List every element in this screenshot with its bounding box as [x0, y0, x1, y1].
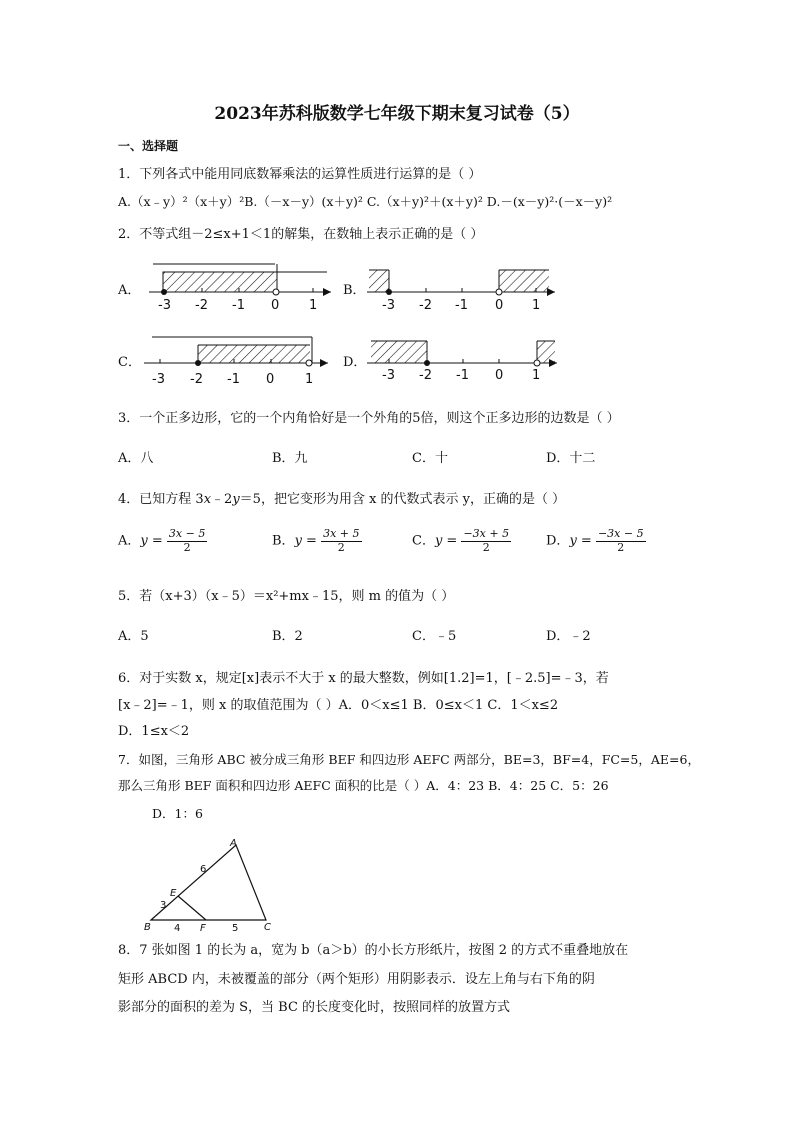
- question-5-stem: 5．若（x+3）（x﹣5）＝x²+mx﹣15，则 m 的值为（ ）: [118, 589, 455, 604]
- question-3-option-d: D．十二: [546, 451, 596, 466]
- tick-label: 1: [309, 298, 318, 313]
- question-5-option-d: D．﹣2: [546, 629, 591, 644]
- tick-label: 0: [495, 298, 504, 313]
- triangle-figure: [140, 836, 275, 936]
- question-2-stem: 2．不等式组－2≤x+1＜1的解集，在数轴上表示正确的是（ ）: [118, 227, 484, 242]
- vertex-e-label: E: [170, 888, 177, 899]
- tick-label: -1: [456, 368, 469, 383]
- number-line-d: [365, 333, 560, 389]
- question-1-options: A.（x﹣y）²（x＋y）²B.（－x－y）(x＋y)² C.（x＋y)²＋(x＋y)² D.－(x－y)²·(－x－y)²: [118, 194, 613, 209]
- question-5-option-c: C．﹣5: [412, 629, 457, 644]
- question-3-option-a: A．八: [118, 451, 154, 466]
- triangle-abc: [151, 845, 266, 920]
- vertex-c-label: C: [264, 922, 271, 933]
- tick-label: 1: [532, 298, 541, 313]
- question-8-line-1: 8．7 张如图 1 的长为 a，宽为 b（a＞b）的小长方形纸片，按图 2 的方式不重叠地放在: [118, 943, 629, 958]
- option-b-label: B．: [343, 283, 366, 298]
- question-5-option-a: A．5: [118, 629, 149, 644]
- page-title: 2023年苏科版数学七年级下期末复习试卷（5）: [214, 104, 580, 124]
- question-8-line-2: 矩形 ABCD 内，未被覆盖的部分（两个矩形）用阴影表示．设左上角与右下角的阴: [118, 972, 595, 987]
- tick-label: 0: [495, 368, 504, 383]
- tick-label: -1: [455, 298, 468, 313]
- section-heading: 一、选择题: [118, 139, 179, 153]
- tick-label: 1: [305, 372, 314, 387]
- tick-label: -3: [152, 372, 165, 387]
- tick-label: -2: [190, 372, 203, 387]
- tick-label: -3: [382, 298, 395, 313]
- question-6-line-3: D．1≤x＜2: [118, 724, 190, 739]
- tick-label: -2: [419, 298, 432, 313]
- question-3-option-b: B．九: [272, 451, 308, 466]
- tick-label: -1: [232, 298, 245, 313]
- question-8-line-3: 影部分的面积的差为 S，当 BC 的长度变化时，按照同样的放置方式: [118, 1000, 511, 1015]
- tick-label: -3: [382, 368, 395, 383]
- length-ae-label: 6: [200, 864, 207, 875]
- question-4-stem: 4．已知方程 3x﹣2y＝5，把它变形为用含 x 的代数式表示 y，正确的是（ ）: [118, 492, 566, 507]
- number-line-c: [140, 333, 335, 389]
- segment-ef: [178, 896, 206, 920]
- tick-label: -1: [227, 372, 240, 387]
- tick-label: -2: [419, 368, 432, 383]
- vertex-b-label: B: [144, 922, 151, 933]
- tick-label: 0: [271, 298, 280, 313]
- length-be-label: 3: [160, 900, 167, 911]
- tick-label: -2: [195, 298, 208, 313]
- question-4-option-c: C．y = $\frac{-3x + 5}{2}$: [412, 527, 510, 554]
- length-fc-label: 5: [232, 923, 239, 934]
- question-7-line-1: 7．如图，三角形 ABC 被分成三角形 BEF 和四边形 AEFC 两部分，BE=3，BF=4，FC=5，AE=6，: [118, 752, 700, 767]
- question-3-option-c: C．十: [412, 451, 448, 466]
- number-line-a: [145, 262, 335, 318]
- question-3-stem: 3．一个正多边形，它的一个内角恰好是一个外角的5倍，则这个正多边形的边数是（ ）: [118, 411, 620, 426]
- question-4-option-d: D．y = $\frac{-3x - 5}{2}$: [546, 527, 644, 554]
- tick-label: 0: [266, 372, 275, 387]
- vertex-f-label: F: [200, 923, 206, 934]
- number-line-b: [365, 262, 560, 318]
- question-4-option-a: A．y = $\frac{3x - 5}{2}$: [118, 527, 206, 554]
- option-c-label: C．: [118, 355, 141, 370]
- tick-label: -3: [158, 298, 171, 313]
- vertex-a-label: A: [230, 838, 237, 849]
- shaded-region: [163, 272, 277, 292]
- option-a-label: A．: [118, 283, 141, 298]
- tick-label: 1: [532, 368, 541, 383]
- question-7-line-2: 那么三角形 BEF 面积和四边形 AEFC 面积的比是（ ）A．4：23 B．4：25 C．5：26: [118, 778, 609, 793]
- option-d-label: D．: [343, 355, 367, 370]
- question-6-line-1: 6．对于实数 x，规定[x]表示不大于 x 的最大整数，例如[1.2]=1，[﹣2.5]=﹣3，若: [118, 671, 609, 686]
- question-6-line-2: [x﹣2]=﹣1，则 x 的取值范围为（ ）A．0＜x≤1 B．0≤x＜1 C．1＜x≤2: [118, 698, 559, 713]
- question-1-stem: 1．下列各式中能用同底数幂乘法的运算性质进行运算的是（ ）: [118, 167, 482, 182]
- question-7-line-3: D．1：6: [152, 806, 203, 821]
- question-5-option-b: B．2: [272, 629, 303, 644]
- length-bf-label: 4: [174, 923, 181, 934]
- question-4-option-b: B．y = $\frac{3x + 5}{2}$: [272, 527, 360, 554]
